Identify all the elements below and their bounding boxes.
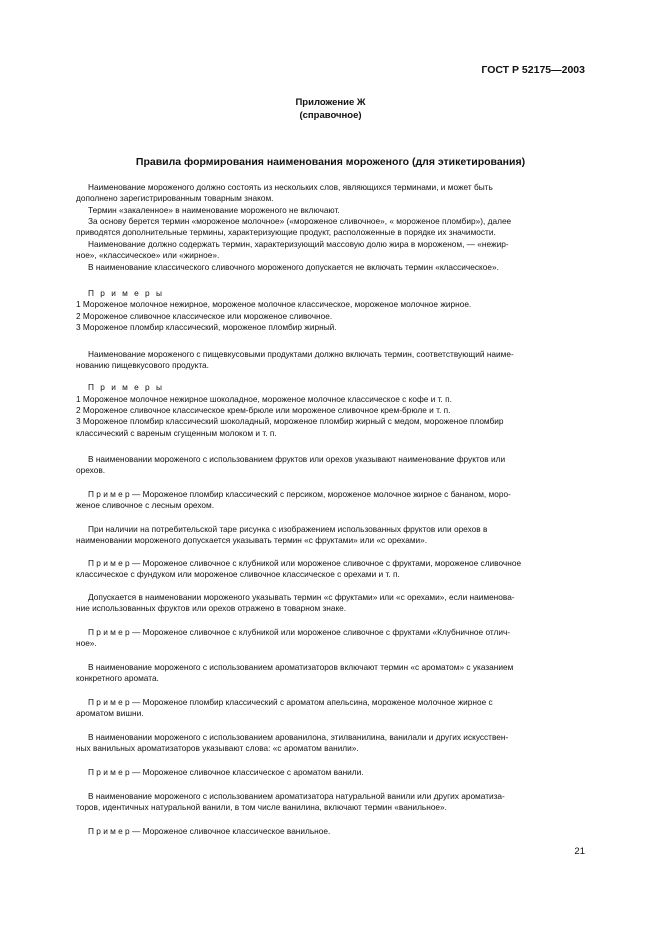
examples-heading: П р и м е р ы: [88, 382, 164, 392]
examples-heading: П р и м е р ы: [88, 288, 164, 298]
text-line: В наименование мороженого с использованием ароматизатора натуральной ванили или других ароматиза-: [88, 791, 505, 801]
annex-title: Приложение Ж: [295, 97, 366, 108]
text-line: При наличии на потребительской таре рисунка с изображением использованных фруктов или орехов в: [88, 524, 488, 534]
example-item: 3 Мороженое пломбир классический шоколадный, мороженое пломбир жирный с медом, мороженое пломбир: [76, 416, 504, 426]
example-item: 1 Мороженое молочное нежирное, мороженое молочное классическое, мороженое молочное жирное.: [76, 299, 472, 309]
example-line: классическое с фундуком или мороженое сливочное классическое с орехами и т. п.: [76, 569, 400, 579]
example-line: П р и м е р — Мороженое сливочное классическое с ароматом ванили.: [88, 767, 364, 777]
example-line: ное».: [76, 638, 97, 648]
example-line: П р и м е р — Мороженое пломбир классический с ароматом апельсина, мороженое молочное жирное с: [88, 697, 493, 707]
text-line: Термин «закаленное» в наименование мороженого не включают.: [88, 205, 340, 215]
example-item: 2 Мороженое сливочное классическое или мороженое сливочное.: [76, 311, 333, 321]
example-item: 1 Мороженое молочное нежирное шоколадное, мороженое молочное классическое с кофе и т. п.: [76, 394, 452, 404]
example-line: П р и м е р — Мороженое сливочное классическое ванильное.: [88, 826, 331, 836]
text-line: торов, идентичных натуральной ванили, в том числе ванилина, включают термин «ванильное».: [76, 802, 447, 812]
text-line: За основу берется термин «мороженое молочное» («мороженое сливочное», « мороженое пломбир»), далее: [88, 216, 512, 226]
text-line: В наименование мороженого с использованием ароматизаторов включают термин «с ароматом» с указанием: [88, 662, 514, 672]
example-line: П р и м е р — Мороженое сливочное с клубникой или мороженое сливочное с фруктами «Клубничное отлич-: [88, 627, 511, 637]
example-line: П р и м е р — Мороженое сливочное с клубникой или мороженое сливочное с фруктами, мороженое сливочное: [88, 558, 522, 568]
text-line: Наименование мороженого должно состоять из нескольких слов, являющихся терминами, и может быть: [88, 182, 493, 192]
annex-subtitle: (справочное): [299, 110, 362, 121]
text-line: ние использованных фруктов или орехов отражено в товарном знаке.: [76, 603, 347, 613]
text-line: приводятся дополнительные термины, характеризующие продукт, расположенные в порядке их значимости.: [76, 227, 496, 237]
text-line: наименовании мороженого допускается указывать термин «с фруктами» или «с орехами».: [76, 535, 428, 545]
text-line: нованию пищевкусового продукта.: [76, 360, 209, 370]
standard-number: ГОСТ Р 52175—2003: [481, 64, 585, 76]
text-line: ное», «классическое» или «жирное».: [76, 250, 220, 260]
text-line: конкретного аромата.: [76, 673, 159, 683]
text-line: В наименование классического сливочного мороженого допускается не включать термин «классическое».: [88, 262, 499, 272]
text-line: В наименовании мороженого с использованием фруктов или орехов указывают наименование фруктов или: [88, 454, 506, 464]
text-line: дополнено зарегистрированным товарным знаком.: [76, 193, 274, 203]
page-number: 21: [574, 846, 585, 857]
text-line: орехов.: [76, 465, 106, 475]
example-line: ароматом вишни.: [76, 708, 144, 718]
example-item: классический с вареным сгущенным молоком и т. п.: [76, 428, 277, 438]
example-item: 3 Мороженое пломбир классический, мороженое пломбир жирный.: [76, 322, 337, 332]
example-line: П р и м е р — Мороженое пломбир классический с персиком, мороженое молочное жирное с бананом, моро-: [88, 489, 511, 499]
text-line: ных ванильных ароматизаторов указывают слова: «с ароматом ванили».: [76, 743, 359, 753]
text-line: Наименование мороженого с пищевкусовыми продуктами должно включать термин, соответствующий наиме-: [88, 349, 514, 359]
example-item: 2 Мороженое сливочное классическое крем-брюле или мороженое сливочное крем-брюле и т. п.: [76, 405, 451, 415]
text-line: Допускается в наименовании мороженого указывать термин «с фруктами» или «с орехами», если наименова-: [88, 592, 515, 602]
text-line: Наименование должно содержать термин, характеризующий массовую долю жира в мороженом, — «нежир-: [88, 239, 509, 249]
text-line: В наименовании мороженого с использованием арованилона, этилванилина, ванилали и других искусствен-: [88, 732, 509, 742]
document-title: Правила формирования наименования мороженого (для этикетирования): [135, 156, 526, 168]
example-line: женое сливочное с лесным орехом.: [76, 500, 215, 510]
